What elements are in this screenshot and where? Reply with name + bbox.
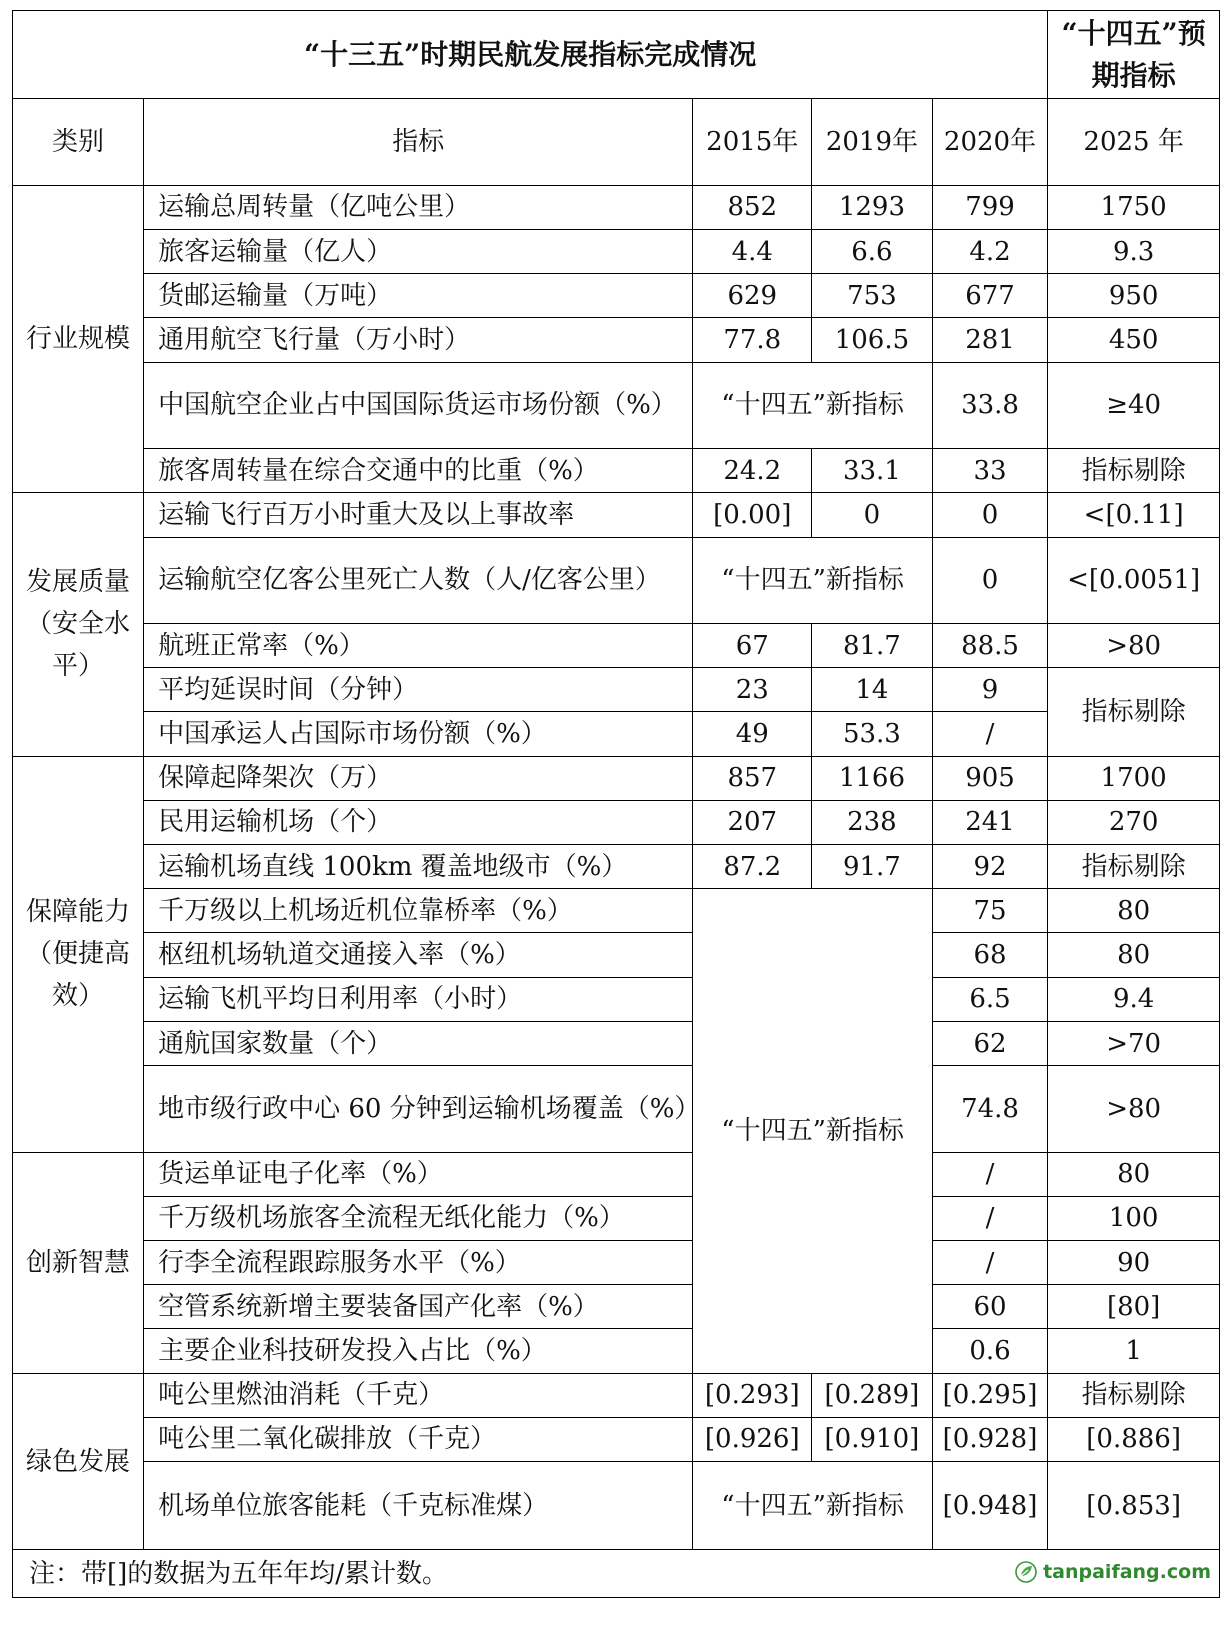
new-indicator-cell: “十四五”新指标 <box>693 1462 932 1550</box>
table-row <box>13 318 1220 362</box>
value-2020: 0 <box>932 537 1048 623</box>
value-2019: 53.3 <box>812 712 933 756</box>
table-row <box>13 712 1220 756</box>
value-2015: 67 <box>693 623 812 667</box>
indicator-name: 运输机场直线 100km 覆盖地级市（%） <box>144 845 693 889</box>
value-2020: [0.928] <box>932 1417 1048 1461</box>
indicator-name: 行李全流程跟踪服务水平（%） <box>144 1240 693 1284</box>
value-2020: / <box>932 1196 1048 1240</box>
table-row <box>13 977 1220 1021</box>
value-2020: 60 <box>932 1285 1048 1329</box>
table-note: 注：带[]的数据为五年年均/累计数。 <box>13 1550 933 1598</box>
indicator-name: 机场单位旅客能耗（千克标准煤） <box>144 1462 693 1550</box>
new-indicator-cell: “十四五”新指标 <box>693 362 932 448</box>
value-2025: 指标剔除 <box>1048 668 1220 756</box>
value-2020: [0.948] <box>932 1462 1048 1550</box>
value-2015: [0.293] <box>693 1373 812 1417</box>
table-row <box>13 1240 1220 1284</box>
value-2025: 1 <box>1048 1329 1220 1373</box>
header-2020: 2020年 <box>932 99 1048 185</box>
value-2025: 80 <box>1048 933 1220 977</box>
value-2019: 6.6 <box>812 230 933 274</box>
value-2019: 1293 <box>812 185 933 229</box>
indicator-name: 运输飞行百万小时重大及以上事故率 <box>144 493 693 537</box>
category-development-quality: 发展质量（安全水平） <box>13 493 144 756</box>
value-2025: >80 <box>1048 623 1220 667</box>
value-2015: 23 <box>693 668 812 712</box>
value-2020: 33 <box>932 449 1048 493</box>
value-2025: >80 <box>1048 1066 1220 1152</box>
indicator-name: 千万级机场旅客全流程无纸化能力（%） <box>144 1196 693 1240</box>
value-2025: 1750 <box>1048 185 1220 229</box>
table-row <box>13 1462 1220 1550</box>
value-2015: 207 <box>693 800 812 844</box>
value-2015: 87.2 <box>693 845 812 889</box>
table-row <box>13 362 1220 448</box>
value-2025: 指标剔除 <box>1048 1373 1220 1417</box>
value-2020: 241 <box>932 800 1048 844</box>
value-2025: 9.4 <box>1048 977 1220 1021</box>
value-2020: 677 <box>932 274 1048 318</box>
value-2015: 24.2 <box>693 449 812 493</box>
category-industry-scale: 行业规模 <box>13 185 144 492</box>
value-2015: 77.8 <box>693 318 812 362</box>
title-row <box>13 11 1220 99</box>
new-indicator-cell: “十四五”新指标 <box>693 537 932 623</box>
new-indicator-merged-cell: “十四五”新指标 <box>693 889 932 1373</box>
indicator-name: 运输总周转量（亿吨公里） <box>144 185 693 229</box>
indicator-name: 吨公里二氧化碳排放（千克） <box>144 1417 693 1461</box>
header-2025: 2025 年 <box>1048 99 1220 185</box>
header-category: 类别 <box>13 99 144 185</box>
table-row <box>13 1417 1220 1461</box>
table-row <box>13 845 1220 889</box>
value-2020: [0.295] <box>932 1373 1048 1417</box>
value-2020: 905 <box>932 756 1048 800</box>
watermark-text: tanpaifang.com <box>1043 1561 1211 1584</box>
table-row <box>13 230 1220 274</box>
value-2019: 91.7 <box>812 845 933 889</box>
value-2025: 100 <box>1048 1196 1220 1240</box>
value-2015: [0.926] <box>693 1417 812 1461</box>
value-2015: 857 <box>693 756 812 800</box>
indicator-name: 中国承运人占国际市场份额（%） <box>144 712 693 756</box>
table-row <box>13 1285 1220 1329</box>
table-row <box>13 537 1220 623</box>
header-2019: 2019年 <box>812 99 933 185</box>
value-2020: / <box>932 1240 1048 1284</box>
value-2020: 4.2 <box>932 230 1048 274</box>
indicator-name: 旅客周转量在综合交通中的比重（%） <box>144 449 693 493</box>
value-2020: 33.8 <box>932 362 1048 448</box>
value-2025: 80 <box>1048 1152 1220 1196</box>
indicator-name: 通用航空飞行量（万小时） <box>144 318 693 362</box>
indicator-name: 货邮运输量（万吨） <box>144 274 693 318</box>
value-2025: 450 <box>1048 318 1220 362</box>
value-2025: <[0.11] <box>1048 493 1220 537</box>
note-row <box>13 1550 1220 1598</box>
value-2020: 799 <box>932 185 1048 229</box>
indicator-name: 保障起降架次（万） <box>144 756 693 800</box>
value-2025: [0.853] <box>1048 1462 1220 1550</box>
value-2020: 0 <box>932 493 1048 537</box>
table-row <box>13 933 1220 977</box>
value-2015: 852 <box>693 185 812 229</box>
indicator-name: 航班正常率（%） <box>144 623 693 667</box>
category-support-capacity: 保障能力（便捷高效） <box>13 756 144 1152</box>
indicator-name: 运输航空亿客公里死亡人数（人/亿客公里） <box>144 537 693 623</box>
value-2025: 270 <box>1048 800 1220 844</box>
table-row <box>13 1066 1220 1152</box>
value-2020: 0.6 <box>932 1329 1048 1373</box>
value-2025: 80 <box>1048 889 1220 933</box>
value-2020: / <box>932 712 1048 756</box>
table-row <box>13 1021 1220 1065</box>
indicator-name: 吨公里燃油消耗（千克） <box>144 1373 693 1417</box>
indicator-table <box>12 10 1220 1598</box>
value-2019: [0.289] <box>812 1373 933 1417</box>
value-2019: 33.1 <box>812 449 933 493</box>
indicator-name: 千万级以上机场近机位靠桥率（%） <box>144 889 693 933</box>
watermark <box>932 1550 1219 1598</box>
indicator-name: 中国航空企业占中国国际货运市场份额（%） <box>144 362 693 448</box>
value-2025: 指标剔除 <box>1048 845 1220 889</box>
value-2025: <[0.0051] <box>1048 537 1220 623</box>
table-row <box>13 623 1220 667</box>
indicator-name: 通航国家数量（个） <box>144 1021 693 1065</box>
header-row <box>13 99 1220 185</box>
indicator-name: 主要企业科技研发投入占比（%） <box>144 1329 693 1373</box>
value-2019: 106.5 <box>812 318 933 362</box>
value-2015: 49 <box>693 712 812 756</box>
value-2020: 9 <box>932 668 1048 712</box>
value-2025: [0.886] <box>1048 1417 1220 1461</box>
value-2020: 281 <box>932 318 1048 362</box>
value-2025: 950 <box>1048 274 1220 318</box>
table-row <box>13 889 1220 933</box>
table-row <box>13 1196 1220 1240</box>
value-2025: 9.3 <box>1048 230 1220 274</box>
category-innovation: 创新智慧 <box>13 1152 144 1373</box>
value-2025: 1700 <box>1048 756 1220 800</box>
table-row <box>13 185 1220 229</box>
table-title: “十三五”时期民航发展指标完成情况 <box>13 11 1048 99</box>
value-2019: 14 <box>812 668 933 712</box>
table-row <box>13 274 1220 318</box>
value-2020: 92 <box>932 845 1048 889</box>
indicator-name: 民用运输机场（个） <box>144 800 693 844</box>
value-2019: 238 <box>812 800 933 844</box>
value-2015: [0.00] <box>693 493 812 537</box>
value-2020: 74.8 <box>932 1066 1048 1152</box>
category-green-development: 绿色发展 <box>13 1373 144 1550</box>
value-2025: ≥40 <box>1048 362 1220 448</box>
table-row <box>13 493 1220 537</box>
value-2020: 68 <box>932 933 1048 977</box>
indicator-name: 旅客运输量（亿人） <box>144 230 693 274</box>
indicator-name: 地市级行政中心 60 分钟到运输机场覆盖（%） <box>144 1066 693 1152</box>
value-2020: 75 <box>932 889 1048 933</box>
table-row <box>13 668 1220 712</box>
value-2025: 指标剔除 <box>1048 449 1220 493</box>
indicator-name: 空管系统新增主要装备国产化率（%） <box>144 1285 693 1329</box>
value-2019: [0.910] <box>812 1417 933 1461</box>
value-2020: / <box>932 1152 1048 1196</box>
value-2020: 6.5 <box>932 977 1048 1021</box>
table-row <box>13 449 1220 493</box>
header-indicator: 指标 <box>144 99 693 185</box>
indicator-name: 货运单证电子化率（%） <box>144 1152 693 1196</box>
indicator-name: 枢纽机场轨道交通接入率（%） <box>144 933 693 977</box>
value-2019: 1166 <box>812 756 933 800</box>
value-2015: 4.4 <box>693 230 812 274</box>
leaf-logo-icon <box>1015 1561 1037 1583</box>
value-2025: [80] <box>1048 1285 1220 1329</box>
value-2019: 0 <box>812 493 933 537</box>
value-2020: 88.5 <box>932 623 1048 667</box>
value-2015: 629 <box>693 274 812 318</box>
table-row <box>13 1152 1220 1196</box>
table-row <box>13 756 1220 800</box>
value-2019: 753 <box>812 274 933 318</box>
value-2025: >70 <box>1048 1021 1220 1065</box>
value-2020: 62 <box>932 1021 1048 1065</box>
value-2019: 81.7 <box>812 623 933 667</box>
table-row <box>13 1329 1220 1373</box>
table-row <box>13 1373 1220 1417</box>
indicator-name: 平均延误时间（分钟） <box>144 668 693 712</box>
header-2015: 2015年 <box>693 99 812 185</box>
value-2025: 90 <box>1048 1240 1220 1284</box>
plan14-header: “十四五”预期指标 <box>1048 11 1220 99</box>
table-row <box>13 800 1220 844</box>
indicator-name: 运输飞机平均日利用率（小时） <box>144 977 693 1021</box>
